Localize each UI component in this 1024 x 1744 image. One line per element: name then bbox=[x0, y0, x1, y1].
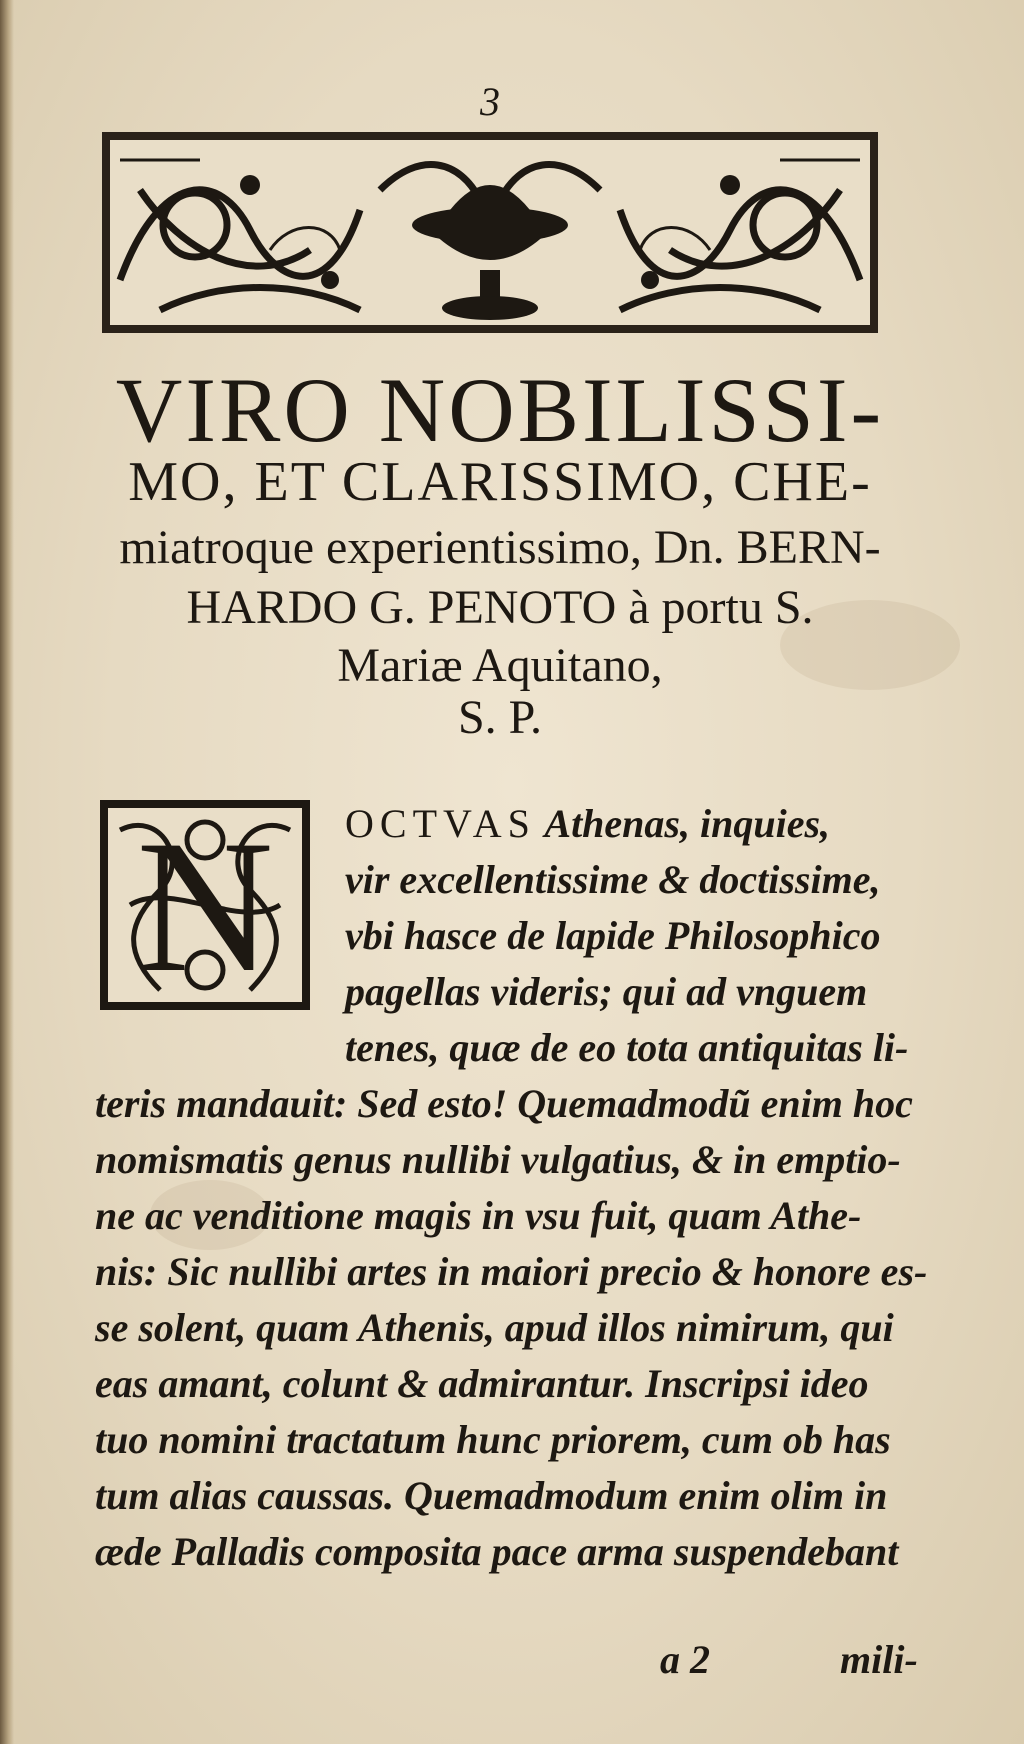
dedication-line-1: VIRO NOBILISSI- bbox=[115, 359, 885, 461]
signature-mark: a 2 bbox=[660, 1637, 710, 1682]
dedication-line-5: Mariæ Aquitano, bbox=[337, 639, 663, 692]
dedication-line-6: S. P. bbox=[457, 691, 543, 744]
decorated-initial-n bbox=[100, 800, 310, 1010]
body-line-12: tuo nomini tractatum hunc priorem, cum ob has bbox=[95, 1417, 891, 1462]
body-line-13: tum alias caussas. Quemadmodum enim olim in bbox=[95, 1473, 888, 1518]
ornamental-headpiece bbox=[100, 130, 880, 335]
body-line-8: ne ac venditione magis in vsu fuit, quam Athe- bbox=[95, 1193, 862, 1238]
body-line-14: æde Palladis composita pace arma suspendebant bbox=[95, 1529, 899, 1574]
body-line-5: tenes, quæ de eo tota antiquitas li- bbox=[345, 1025, 909, 1070]
catchword: mili- bbox=[840, 1637, 918, 1682]
page-gutter-shadow bbox=[0, 0, 14, 1744]
dedication-line-2: MO, ET CLARISSIMO, CHE- bbox=[128, 451, 872, 513]
body-line-3: vbi hasce de lapide Philosophico bbox=[345, 913, 881, 958]
body-line-7: nomismatis genus nullibi vulgatius, & in emptio- bbox=[95, 1137, 901, 1182]
body-line-11: eas amant, colunt & admirantur. Inscripsi ideo bbox=[95, 1361, 869, 1406]
dedication-line-3: miatroque experientissimo, Dn. BERN- bbox=[119, 521, 881, 574]
body-line-6: teris mandauit: Sed esto! Quemadmodũ enim hoc bbox=[95, 1081, 913, 1126]
body-line-10: se solent, quam Athenis, apud illos nimirum, qui bbox=[95, 1305, 894, 1350]
body-line-2: vir excellentissime & doctissime, bbox=[345, 857, 881, 902]
page-number: 3 bbox=[480, 79, 500, 124]
initial-letter: N bbox=[136, 802, 274, 1010]
dedication-line-4: HARDO G. PENOTO à portu S. bbox=[186, 581, 814, 634]
body-line-1: OCTVAS Athenas, inquies, bbox=[345, 801, 831, 846]
body-line-4: pagellas videris; qui ad vnguem bbox=[345, 969, 868, 1014]
body-line-9: nis: Sic nullibi artes in maiori precio & honore es- bbox=[95, 1249, 928, 1294]
